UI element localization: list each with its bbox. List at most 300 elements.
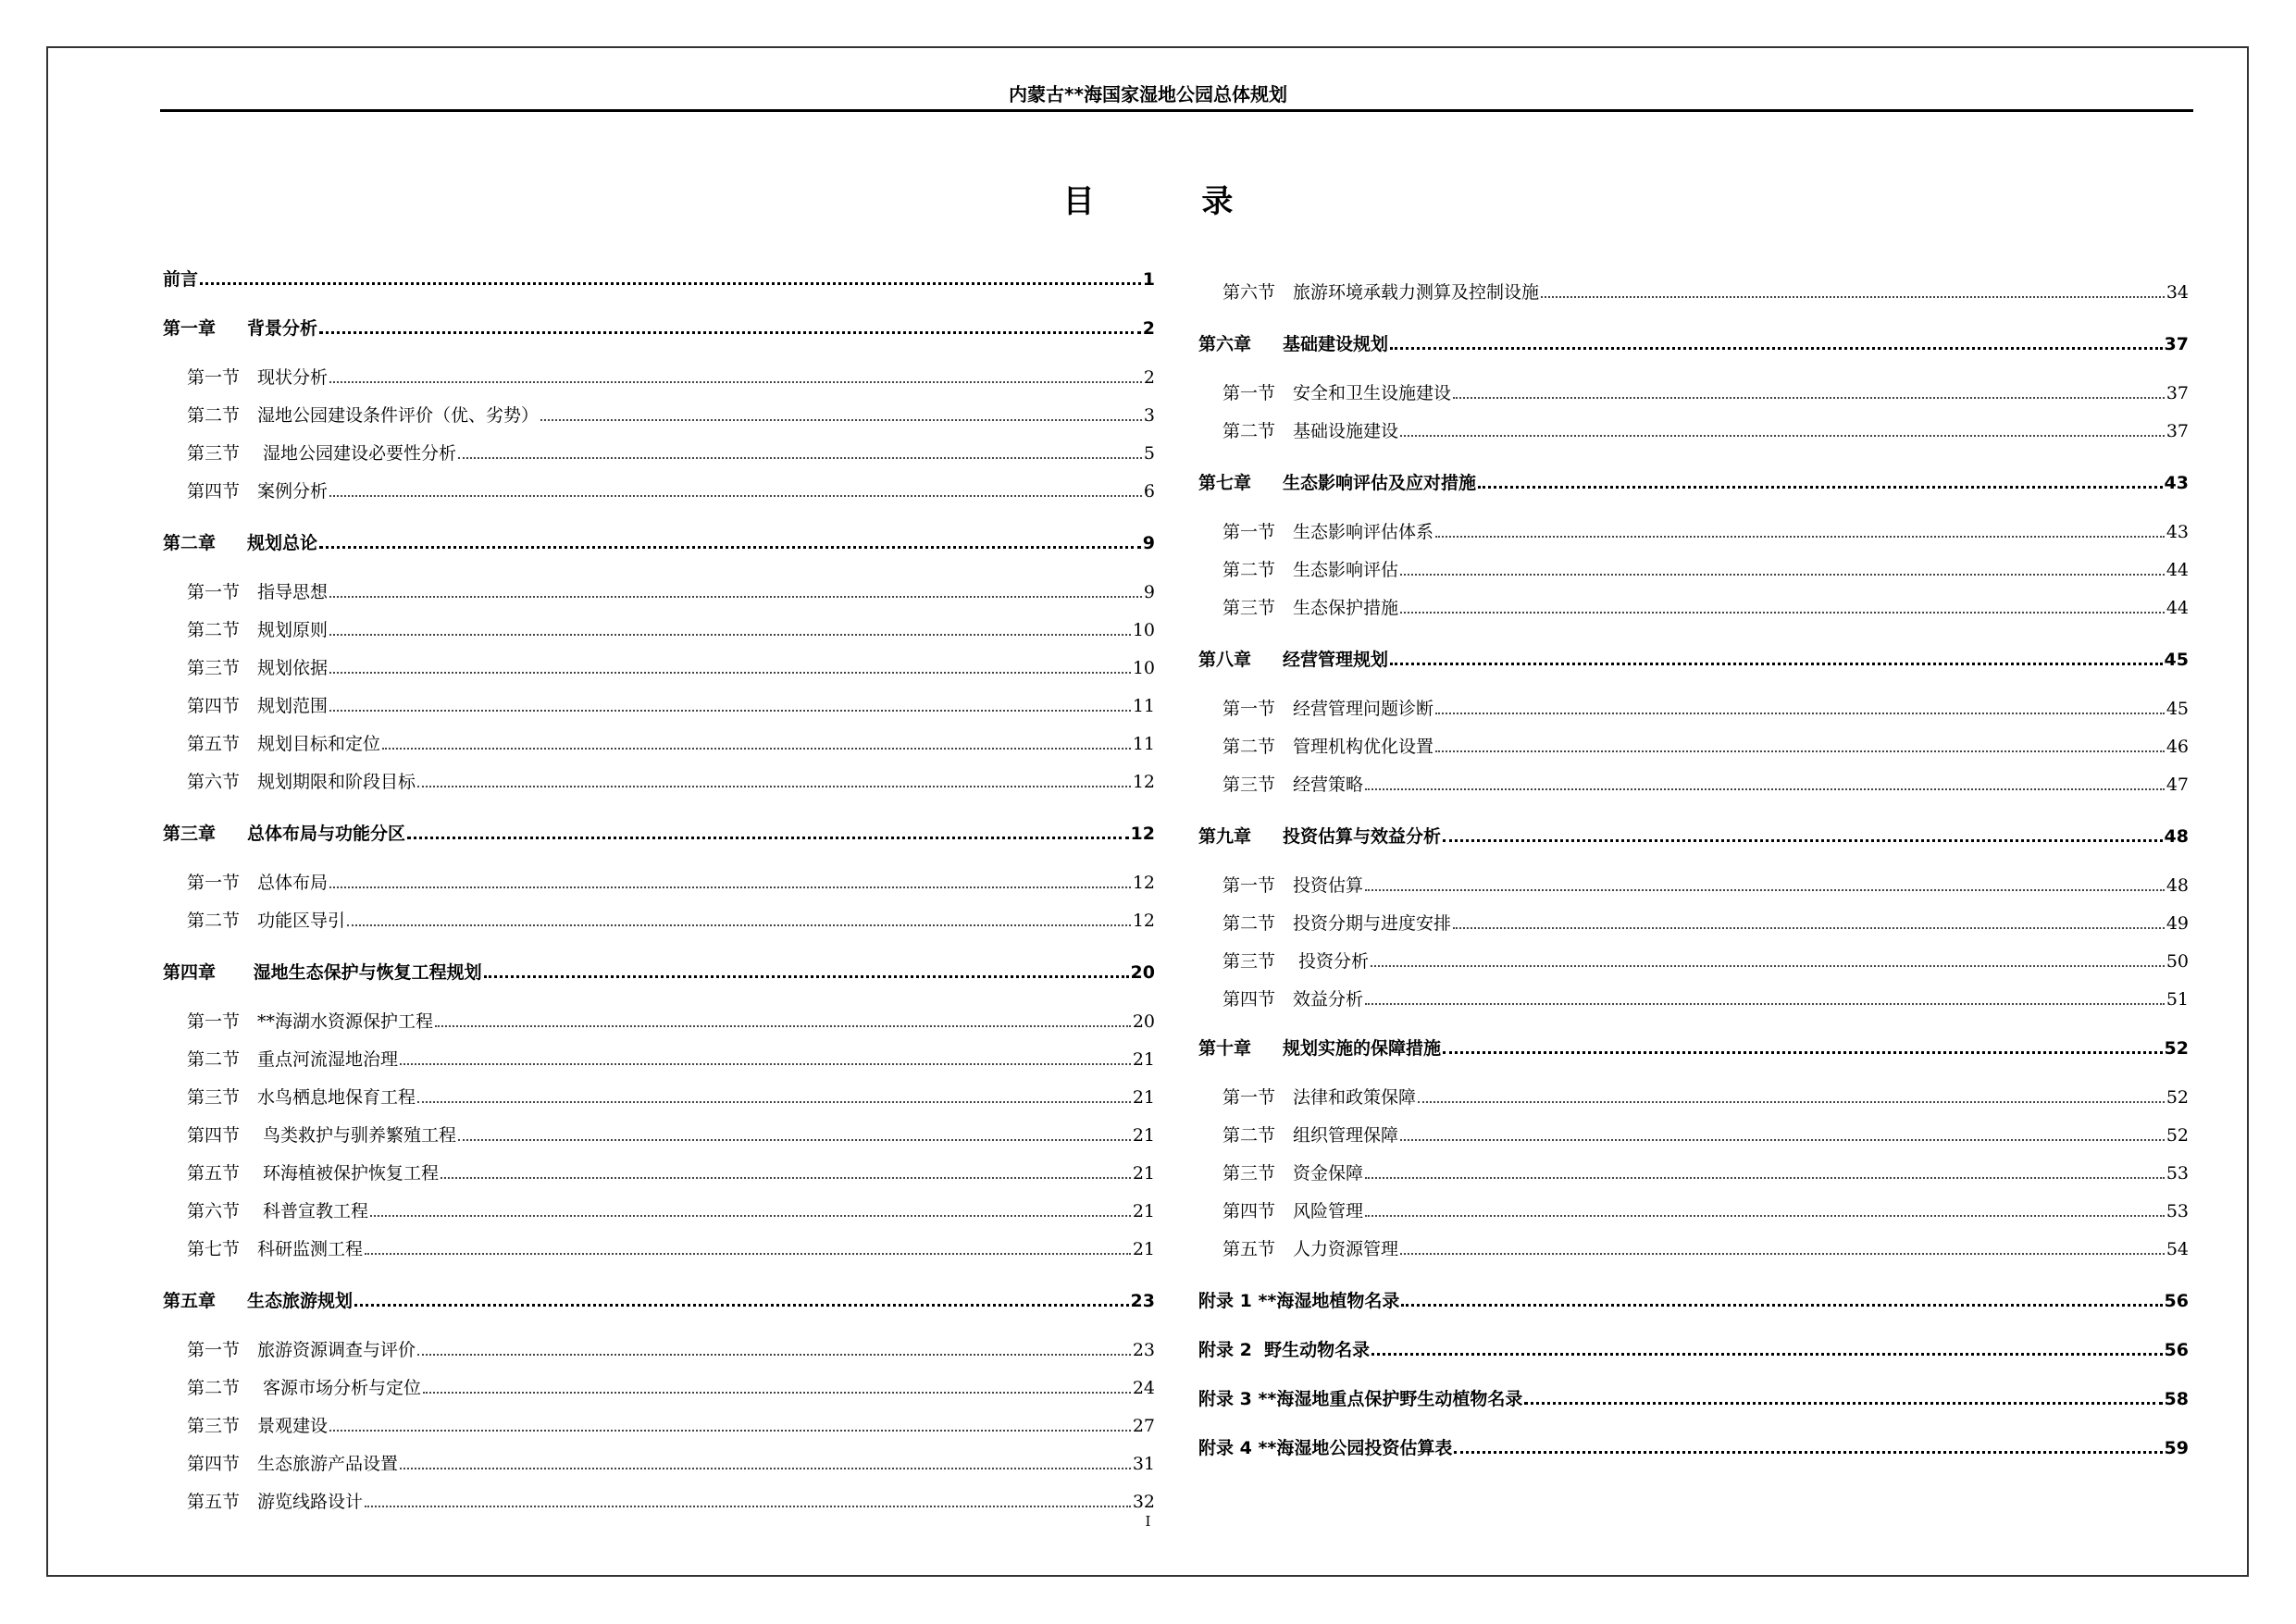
toc-page-number: 23 — [1132, 1340, 1155, 1360]
toc-entry-label — [1222, 776, 1363, 794]
toc-page-number: 50 — [2166, 951, 2189, 972]
toc-entry-number: 第七章 — [1198, 473, 1252, 493]
toc-page-number: 2 — [1142, 318, 1155, 339]
toc-page-number: 21 — [1132, 1163, 1155, 1184]
toc-dot-leader — [1365, 1177, 2165, 1179]
toc-entry-label — [1222, 953, 1369, 971]
toc-section-entry[interactable] — [163, 614, 1155, 639]
toc-entry-number: 第二节 — [1222, 913, 1276, 934]
toc-dot-leader — [329, 710, 1131, 712]
toc-dot-leader — [1443, 839, 2163, 842]
toc-entry-number: 第三节 — [1222, 598, 1276, 618]
toc-dot-leader — [1390, 663, 2163, 665]
toc-entry-number: 第二节 — [187, 1049, 241, 1070]
toc-entry-number: 第二节 — [187, 1378, 241, 1398]
toc-page-number: 20 — [1132, 1011, 1155, 1032]
toc-page-number: 10 — [1132, 620, 1155, 640]
toc-chapter-entry[interactable] — [1198, 1284, 2189, 1310]
toc-entry-label — [1198, 475, 1476, 492]
toc-page-number: 49 — [2166, 913, 2189, 934]
toc-dot-leader — [1524, 1402, 2162, 1405]
toc-page-number: 43 — [2164, 473, 2189, 493]
toc-section-entry[interactable] — [163, 1409, 1155, 1435]
toc-dot-leader — [382, 748, 1131, 750]
toc-section-entry[interactable] — [1198, 907, 2189, 933]
toc-dot-leader — [1401, 1304, 2162, 1307]
toc-entry-label — [1222, 1165, 1363, 1183]
toc-page-number: 27 — [1132, 1416, 1155, 1436]
toc-entry-label — [187, 1494, 363, 1511]
toc-chapter-entry[interactable] — [163, 1284, 1155, 1310]
toc-page-number: 21 — [1132, 1087, 1155, 1108]
toc-entry-label — [1198, 1342, 1370, 1359]
toc-entry-label — [187, 584, 328, 601]
toc-entry-label — [1222, 700, 1433, 718]
toc-section-entry[interactable] — [1198, 1119, 2189, 1145]
toc-entry-number: 第四节 — [187, 1125, 241, 1146]
toc-entry-label — [187, 1089, 416, 1107]
toc-entry-title: 水鸟栖息地保育工程 — [257, 1087, 416, 1108]
toc-entry-label — [187, 483, 328, 501]
toc-entry-number: 第一节 — [1222, 1087, 1276, 1108]
toc-section-entry[interactable] — [163, 1157, 1155, 1183]
toc-entry-label — [163, 964, 482, 982]
toc-entry-title: 功能区导引 — [257, 911, 346, 931]
toc-section-entry[interactable] — [163, 727, 1155, 753]
toc-dot-leader — [400, 1468, 1131, 1469]
toc-section-entry[interactable] — [163, 475, 1155, 501]
toc-page-number: 48 — [2166, 875, 2189, 896]
toc-dot-leader — [329, 495, 1142, 497]
toc-page-number: 43 — [2166, 522, 2189, 542]
toc-dot-leader — [400, 1063, 1131, 1065]
toc-page-number: 54 — [2166, 1239, 2189, 1259]
toc-chapter-entry[interactable] — [1198, 1333, 2189, 1359]
toc-entry-label — [163, 825, 405, 843]
toc-dot-leader — [319, 331, 1141, 334]
toc-section-entry[interactable] — [163, 1447, 1155, 1473]
toc-dot-leader — [1443, 1051, 2163, 1054]
toc-title: 目 录 — [1062, 183, 1282, 220]
toc-entry-title: 基础设施建设 — [1293, 421, 1399, 441]
toc-entry-number: 第四节 — [187, 1454, 241, 1474]
toc-chapter-entry[interactable] — [1198, 820, 2189, 846]
toc-entry-number: 第六章 — [1198, 334, 1252, 354]
toc-section-entry[interactable] — [1198, 515, 2189, 541]
toc-entry-number: 第三章 — [163, 824, 217, 844]
toc-entry-title: 旅游环境承载力测算及控制设施 — [1293, 282, 1540, 303]
toc-entry-title: 湿地公园建设条件评价（优、劣势） — [257, 405, 540, 426]
running-header: 内蒙古**海国家湿地公园总体规划 — [1009, 83, 1287, 105]
toc-entry-title: 规划总论 — [247, 533, 318, 553]
toc-section-entry[interactable] — [1198, 553, 2189, 579]
toc-section-entry[interactable] — [163, 1195, 1155, 1221]
toc-entry-title: 规划期限和阶段目标 — [257, 772, 416, 792]
toc-entry-number: 第一节 — [1222, 699, 1276, 719]
toc-page-number: 53 — [2166, 1163, 2189, 1184]
toc-entry-title: 附录 3 **海湿地重点保护野生动植物名录 — [1198, 1389, 1523, 1409]
toc-page-number: 6 — [1143, 481, 1155, 502]
toc-section-entry[interactable] — [163, 651, 1155, 677]
toc-section-entry[interactable] — [1198, 276, 2189, 302]
toc-entry-number: 第三节 — [1222, 951, 1276, 972]
toc-entry-label — [1222, 1203, 1363, 1221]
toc-section-entry[interactable] — [1198, 869, 2189, 895]
toc-entry-number: 第五节 — [187, 1492, 241, 1512]
toc-entry-label — [1222, 385, 1451, 403]
toc-entry-title: 鸟类救护与驯养繁殖工程 — [257, 1125, 457, 1146]
toc-page-number: 21 — [1132, 1125, 1155, 1146]
toc-section-entry[interactable] — [163, 1485, 1155, 1511]
toc-page-number: 12 — [1132, 772, 1155, 792]
toc-dot-leader — [329, 381, 1142, 383]
toc-page-number: 1 — [1142, 269, 1155, 290]
toc-section-entry[interactable] — [163, 1005, 1155, 1031]
toc-chapter-entry[interactable] — [163, 312, 1155, 338]
toc-entry-number: 第五节 — [187, 734, 241, 754]
toc-entry-number: 第四节 — [1222, 989, 1276, 1010]
toc-section-entry[interactable] — [163, 1081, 1155, 1107]
toc-entry-title: 生态保护措施 — [1293, 598, 1399, 618]
toc-section-entry[interactable] — [163, 765, 1155, 791]
toc-entry-label — [187, 1013, 433, 1031]
toc-page-number: 45 — [2164, 650, 2189, 670]
toc-page-number: 56 — [2164, 1340, 2189, 1360]
toc-dot-leader — [1418, 1101, 2165, 1103]
toc-section-entry[interactable] — [163, 1233, 1155, 1258]
toc-dot-leader — [1400, 1253, 2165, 1255]
toc-entry-label — [187, 369, 328, 387]
toc-dot-leader — [458, 457, 1142, 459]
toc-entry-title: 生态影响评估及应对措施 — [1283, 473, 1477, 493]
toc-dot-leader — [1435, 750, 2165, 752]
toc-section-entry[interactable] — [163, 904, 1155, 930]
toc-entry-title: **海湖水资源保护工程 — [257, 1011, 434, 1032]
toc-dot-leader — [1478, 486, 2163, 489]
toc-entry-title: 规划原则 — [257, 620, 329, 640]
toc-entry-title: 资金保障 — [1293, 1163, 1364, 1184]
toc-entry-number: 第十章 — [1198, 1038, 1252, 1059]
toc-page-number: 3 — [1143, 405, 1155, 426]
toc-dot-leader — [319, 546, 1141, 549]
toc-chapter-entry[interactable] — [1198, 1432, 2189, 1457]
toc-entry-label — [163, 535, 317, 552]
toc-entry-number: 第六节 — [187, 772, 241, 792]
toc-page-number: 44 — [2166, 598, 2189, 618]
toc-entry-label — [187, 660, 328, 677]
toc-entry-title: 基础建设规划 — [1283, 334, 1389, 354]
toc-entry-label — [187, 1051, 398, 1069]
toc-entry-label — [187, 1241, 363, 1258]
toc-entry-title: 经营管理规划 — [1283, 650, 1389, 670]
toc-entry-number: 第二章 — [163, 533, 217, 553]
toc-entry-title: 规划范围 — [257, 696, 329, 716]
toc-dot-leader — [1371, 965, 2165, 967]
toc-entry-title: 游览线路设计 — [257, 1492, 364, 1512]
toc-entry-label — [187, 622, 328, 639]
toc-entry-number: 第一章 — [163, 318, 217, 339]
toc-entry-number: 第二节 — [1222, 737, 1276, 757]
toc-page-number: 9 — [1143, 582, 1155, 602]
toc-entry-title: 景观建设 — [257, 1416, 329, 1436]
toc-section-entry[interactable] — [163, 437, 1155, 463]
toc-chapter-entry[interactable] — [163, 263, 1155, 289]
toc-entry-title: 生态影响评估 — [1293, 560, 1399, 580]
toc-dot-leader — [1390, 347, 2163, 350]
toc-entry-title: 效益分析 — [1293, 989, 1364, 1010]
toc-dot-leader — [329, 886, 1131, 888]
toc-dot-leader — [1365, 889, 2165, 891]
toc-entry-title: 总体布局与功能分区 — [247, 824, 406, 844]
toc-dot-leader — [484, 975, 1129, 978]
toc-entry-label — [187, 698, 328, 715]
toc-entry-label — [1198, 1293, 1399, 1310]
toc-entry-label — [187, 1456, 398, 1473]
toc-page-number: 37 — [2166, 383, 2189, 403]
toc-section-entry[interactable] — [163, 1043, 1155, 1069]
toc-section-entry[interactable] — [163, 1333, 1155, 1359]
toc-section-entry[interactable] — [1198, 591, 2189, 617]
toc-page-number: 12 — [1132, 873, 1155, 893]
toc-entry-number: 第三节 — [1222, 1163, 1276, 1184]
toc-entry-title: 生态旅游规划 — [247, 1291, 354, 1311]
toc-entry-number: 第五节 — [187, 1163, 241, 1184]
toc-page-number: 48 — [2164, 826, 2189, 847]
toc-page-number: 34 — [2166, 282, 2189, 303]
toc-entry-title: 经营策略 — [1293, 775, 1364, 795]
toc-chapter-entry[interactable] — [163, 817, 1155, 843]
toc-entry-title: 重点河流湿地治理 — [257, 1049, 399, 1070]
toc-dot-leader — [540, 419, 1142, 421]
toc-page-number: 52 — [2166, 1125, 2189, 1146]
toc-entry-number: 第二节 — [1222, 1125, 1276, 1146]
toc-entry-label — [163, 1293, 353, 1310]
toc-section-entry[interactable] — [1198, 692, 2189, 718]
toc-entry-number: 第一节 — [187, 367, 241, 388]
toc-entry-number: 第四节 — [1222, 1201, 1276, 1221]
toc-entry-label — [1222, 284, 1539, 302]
toc-entry-label — [187, 445, 456, 463]
toc-page-number: 52 — [2164, 1038, 2189, 1059]
toc-dot-leader — [1400, 612, 2165, 614]
toc-dot-leader — [1541, 296, 2165, 298]
toc-dot-leader — [370, 1215, 1131, 1217]
toc-entry-title: 生态影响评估体系 — [1293, 522, 1434, 542]
toc-section-entry[interactable] — [163, 1119, 1155, 1145]
toc-entry-label — [1222, 1241, 1398, 1258]
toc-entry-number: 第四节 — [187, 481, 241, 502]
toc-page-number: 46 — [2166, 737, 2189, 757]
toc-entry-number: 第二节 — [187, 405, 241, 426]
toc-page-number: 59 — [2164, 1438, 2189, 1458]
toc-page-number: 9 — [1142, 533, 1155, 553]
toc-dot-leader — [458, 1139, 1131, 1141]
toc-entry-number: 第九章 — [1198, 826, 1252, 847]
toc-page-number: 20 — [1130, 962, 1155, 983]
toc-entry-title: 组织管理保障 — [1293, 1125, 1399, 1146]
toc-entry-label — [1222, 562, 1398, 579]
toc-section-entry[interactable] — [1198, 945, 2189, 971]
toc-entry-label — [1198, 1440, 1452, 1457]
toc-entry-title: 管理机构优化设置 — [1293, 737, 1434, 757]
toc-entry-label — [187, 1342, 416, 1359]
toc-dot-leader — [329, 596, 1142, 598]
toc-entry-title: 附录 4 **海湿地公园投资估算表 — [1198, 1438, 1453, 1458]
toc-entry-number: 第三节 — [187, 443, 241, 464]
toc-page-number: 53 — [2166, 1201, 2189, 1221]
toc-entry-number: 第八章 — [1198, 650, 1252, 670]
toc-dot-leader — [1453, 397, 2165, 399]
toc-entry-title: 旅游资源调查与评价 — [257, 1340, 416, 1360]
toc-section-entry[interactable] — [163, 399, 1155, 425]
toc-section-entry[interactable] — [1198, 730, 2189, 756]
toc-entry-label — [1222, 738, 1433, 756]
toc-entry-number: 第六节 — [1222, 282, 1276, 303]
toc-page-number: 52 — [2166, 1087, 2189, 1108]
toc-entry-title: 湿地公园建设必要性分析 — [257, 443, 457, 464]
toc-page-number: 21 — [1132, 1201, 1155, 1221]
toc-dot-leader — [1435, 713, 2165, 714]
toc-entry-number: 第一节 — [187, 582, 241, 602]
toc-section-entry[interactable] — [1198, 1195, 2189, 1221]
toc-section-entry[interactable] — [1198, 1233, 2189, 1258]
toc-entry-number: 第五节 — [1222, 1239, 1276, 1259]
toc-entry-label — [187, 912, 345, 930]
toc-page-number: 12 — [1132, 911, 1155, 931]
toc-dot-leader — [1400, 1139, 2165, 1141]
toc-chapter-entry[interactable] — [1198, 328, 2189, 353]
toc-entry-number: 第一节 — [187, 1340, 241, 1360]
toc-entry-title: 安全和卫生设施建设 — [1293, 383, 1452, 403]
toc-entry-title: 客源市场分析与定位 — [257, 1378, 422, 1398]
toc-entry-title: 附录 1 **海湿地植物名录 — [1198, 1291, 1400, 1311]
toc-section-entry[interactable] — [163, 1371, 1155, 1397]
toc-entry-label — [1198, 1391, 1522, 1408]
toc-entry-label — [1198, 336, 1388, 353]
toc-section-entry[interactable] — [1198, 1081, 2189, 1107]
toc-dot-leader — [1400, 574, 2165, 576]
toc-entry-label — [1198, 1040, 1441, 1058]
toc-section-entry[interactable] — [1198, 768, 2189, 794]
toc-dot-leader — [1400, 435, 2165, 437]
toc-chapter-entry[interactable] — [163, 956, 1155, 982]
toc-page-number: 37 — [2164, 334, 2189, 354]
toc-entry-number: 第四章 — [163, 962, 217, 983]
toc-section-entry[interactable] — [1198, 983, 2189, 1009]
toc-dot-leader — [417, 1354, 1131, 1356]
toc-dot-leader — [347, 924, 1131, 926]
toc-entry-label — [187, 874, 328, 892]
toc-section-entry[interactable] — [163, 689, 1155, 715]
toc-page-number: 24 — [1132, 1378, 1155, 1398]
toc-page-number: 11 — [1132, 696, 1155, 716]
toc-section-entry[interactable] — [163, 866, 1155, 892]
page-number: I — [1145, 1513, 1151, 1530]
toc-entry-number: 第二节 — [1222, 421, 1276, 441]
toc-dot-leader — [407, 837, 1129, 839]
toc-entry-number: 第三节 — [1222, 775, 1276, 795]
toc-dot-leader — [365, 1253, 1131, 1255]
toc-entry-title: 总体布局 — [257, 873, 329, 893]
toc-entry-label — [187, 1165, 439, 1183]
toc-entry-number: 第一节 — [187, 873, 241, 893]
toc-dot-leader — [417, 1101, 1131, 1103]
toc-chapter-entry[interactable] — [1198, 466, 2189, 492]
toc-entry-number: 第五章 — [163, 1291, 217, 1311]
toc-section-entry[interactable] — [163, 361, 1155, 387]
toc-page-number: 10 — [1132, 658, 1155, 678]
toc-entry-title: 背景分析 — [247, 318, 318, 339]
toc-dot-leader — [329, 672, 1131, 674]
toc-entry-label — [1222, 1089, 1416, 1107]
toc-page-number: 47 — [2166, 775, 2189, 795]
toc-page-number: 32 — [1132, 1492, 1155, 1512]
toc-page-number: 58 — [2164, 1389, 2189, 1409]
toc-dot-leader — [423, 1392, 1131, 1394]
toc-entry-title: 科研监测工程 — [257, 1239, 364, 1259]
toc-entry-label — [1222, 915, 1451, 933]
toc-entry-number: 第一节 — [1222, 875, 1276, 896]
toc-page-number: 21 — [1132, 1049, 1155, 1070]
toc-entry-title: 投资估算 — [1293, 875, 1364, 896]
toc-dot-leader — [1365, 1215, 2165, 1217]
toc-entry-title: 规划实施的保障措施 — [1283, 1038, 1442, 1059]
toc-chapter-entry[interactable] — [163, 527, 1155, 552]
toc-entry-label — [1222, 423, 1398, 440]
toc-entry-label — [1222, 1127, 1398, 1145]
toc-entry-title: 规划依据 — [257, 658, 329, 678]
toc-dot-leader — [417, 786, 1131, 787]
toc-chapter-entry[interactable] — [1198, 643, 2189, 669]
toc-entry-label — [1222, 524, 1433, 541]
toc-entry-title: 人力资源管理 — [1293, 1239, 1399, 1259]
toc-dot-leader — [329, 1430, 1131, 1432]
toc-entry-label — [1198, 828, 1441, 846]
toc-dot-leader — [435, 1025, 1131, 1027]
toc-section-entry[interactable] — [1198, 415, 2189, 440]
toc-entry-label — [1198, 651, 1388, 669]
toc-section-entry[interactable] — [1198, 377, 2189, 403]
toc-chapter-entry[interactable] — [1198, 1382, 2189, 1408]
toc-entry-title: 风险管理 — [1293, 1201, 1364, 1221]
toc-dot-leader — [1453, 927, 2165, 929]
toc-page-number: 23 — [1130, 1291, 1155, 1311]
toc-entry-number: 第三节 — [187, 658, 241, 678]
toc-entry-label — [1222, 991, 1363, 1009]
toc-section-entry[interactable] — [1198, 1157, 2189, 1183]
toc-page-number: 44 — [2166, 560, 2189, 580]
toc-entry-number: 第七节 — [187, 1239, 241, 1259]
toc-chapter-entry[interactable] — [1198, 1032, 2189, 1058]
toc-entry-title: 投资分期与进度安排 — [1293, 913, 1452, 934]
toc-entry-number: 第一节 — [1222, 522, 1276, 542]
toc-entry-label — [187, 774, 416, 791]
toc-entry-label — [187, 1380, 421, 1397]
toc-page-number: 56 — [2164, 1291, 2189, 1311]
toc-dot-leader — [1371, 1353, 2162, 1356]
toc-dot-leader — [354, 1304, 1129, 1307]
toc-dot-leader — [1454, 1451, 2162, 1454]
toc-entry-label — [187, 407, 539, 425]
toc-page-number: 2 — [1143, 367, 1155, 388]
toc-section-entry[interactable] — [163, 576, 1155, 601]
toc-entry-title: 投资分析 — [1293, 951, 1370, 972]
toc-entry-title: 指导思想 — [257, 582, 329, 602]
toc-entry-label — [187, 1203, 368, 1221]
toc-entry-number: 第二节 — [187, 620, 241, 640]
toc-entry-title: 环海植被保护恢复工程 — [257, 1163, 440, 1184]
toc-page-number: 45 — [2166, 699, 2189, 719]
